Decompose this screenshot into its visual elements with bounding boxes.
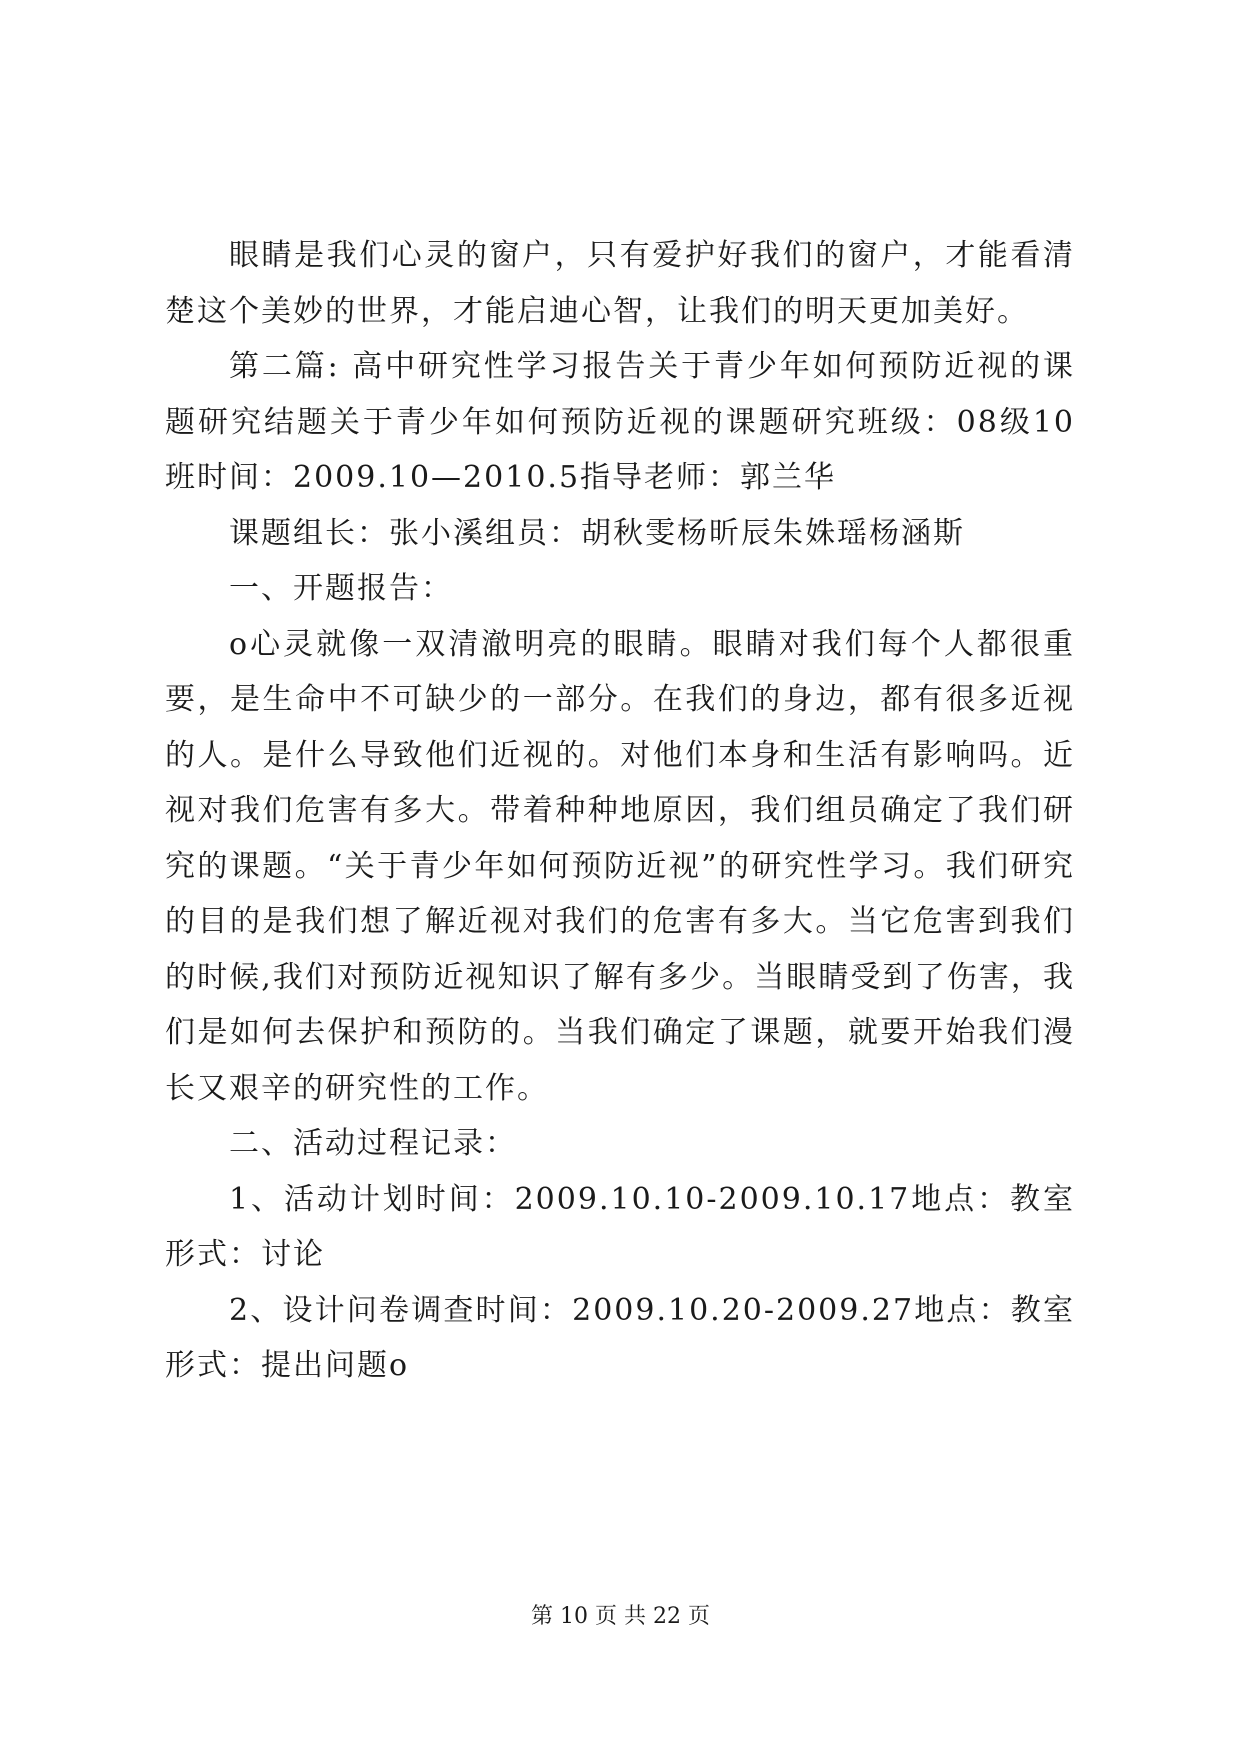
- document-body: [165, 228, 1075, 1394]
- page-footer: [0, 1602, 1241, 1632]
- page-number-label: 第 10 页 共 22 页: [531, 1604, 710, 1629]
- list-item-activity-2: 2、设计问卷调查时间：2009.10.20-2009.27地点：教室形式：提出问题o: [165, 1292, 1075, 1383]
- list-item-activity-1: 1、活动计划时间：2009.10.10-2009.10.17地点：教室形式：讨论: [165, 1181, 1075, 1272]
- paragraph-report-title: 第二篇: 高中研究性学习报告关于青少年如何预防近视的课题研究结题关于青少年如何预防近视的课题研究班级：08级10班时间：2009.10—2010.5指导老师：郭兰华: [165, 349, 1075, 495]
- paragraph-opening-report: o心灵就像一双清澈明亮的眼睛。眼睛对我们每个人都很重要，是生命中不可缺少的一部分。在我们的身边，都有很多近视的人。是什么导致他们近视的。对他们本身和生活有影响吗。近视对我们危害有多大。带着种种地原因，我们组员确定了我们研究的课题。“关于青少年如何预防近视”的研究性学习。我们研究的目的是我们想了解近视对我们的危害有多大。当它危害到我们的时候,我们对预防近视知识了解有多少。当眼睛受到了伤害，我们是如何去保护和预防的。当我们确定了课题，就要开始我们漫长又艰辛的研究性的工作。: [165, 626, 1075, 1106]
- paragraph-intro-conclusion: 眼睛是我们心灵的窗户，只有爱护好我们的窗户，才能看清楚这个美妙的世界，才能启迪心智，让我们的明天更加美好。: [165, 238, 1075, 329]
- paragraph-team-members: 课题组长：张小溪组员：胡秋雯杨昕辰朱姝瑶杨涵斯: [229, 515, 965, 551]
- section-heading-opening-report: 一、开题报告：: [229, 571, 453, 606]
- section-heading-activity-record: 二、活动过程记录：: [229, 1126, 517, 1161]
